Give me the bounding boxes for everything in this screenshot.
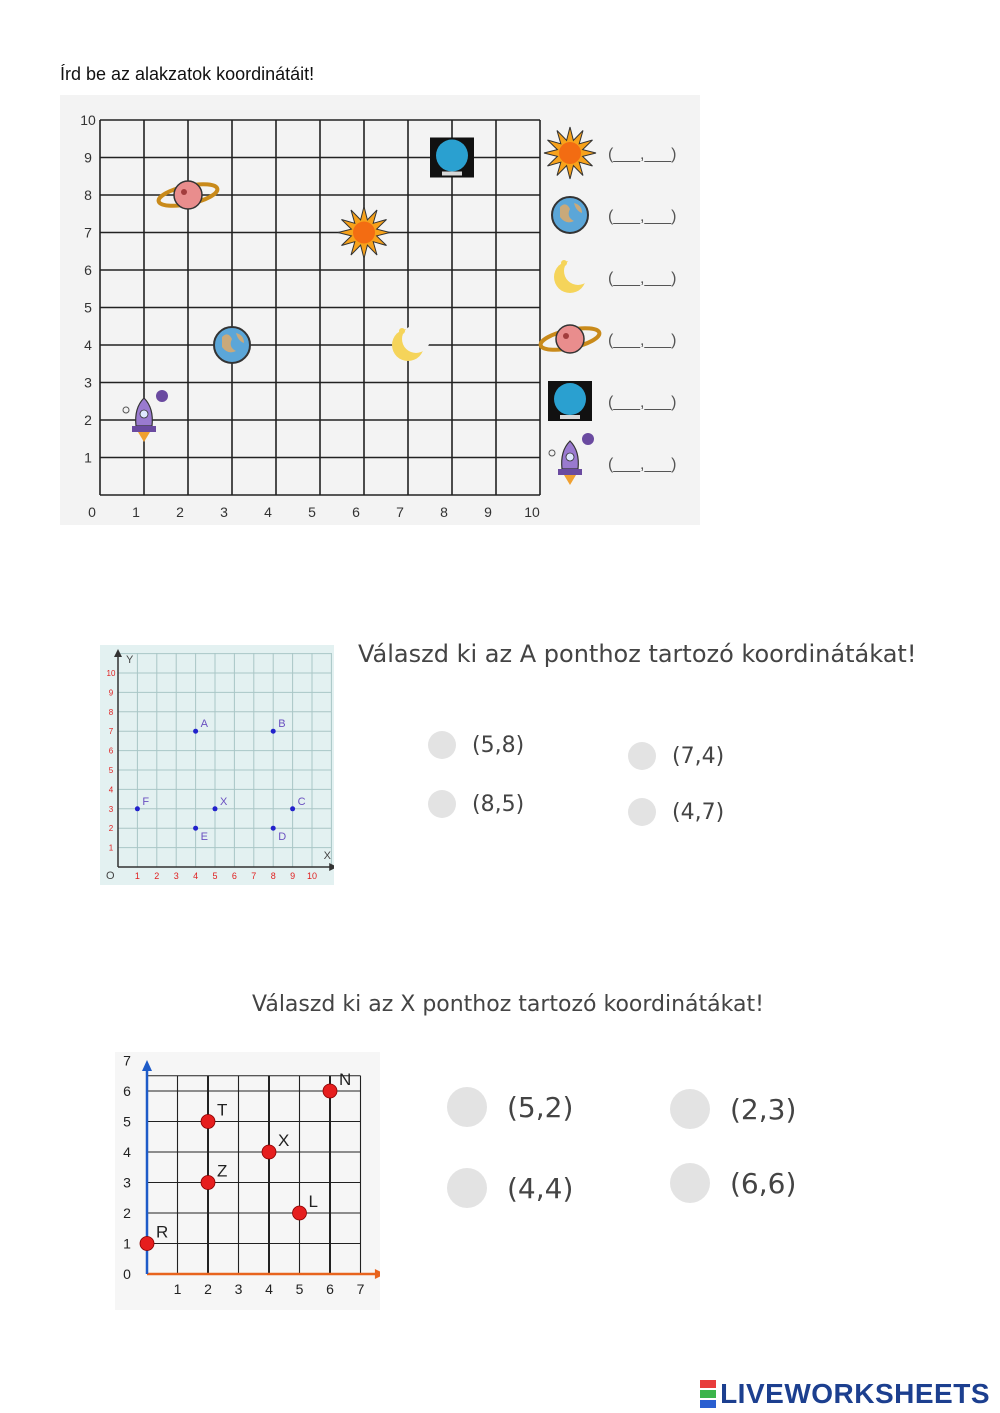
point-label: N <box>339 1070 352 1089</box>
point-label: X <box>220 795 228 808</box>
point-n <box>323 1084 337 1098</box>
x-tick-label: 3 <box>220 504 228 520</box>
point-f <box>135 806 140 811</box>
y-tick-label: 7 <box>84 224 92 241</box>
option-label: (7,4) <box>672 743 725 769</box>
q1-option-3[interactable] <box>628 742 724 770</box>
question-2-title: Válaszd ki az X ponthoz tartozó koordinátákat! <box>252 992 764 1017</box>
earth-icon <box>552 197 588 233</box>
answer-placeholder: (___,___) <box>608 394 677 411</box>
x-tick-label: 1 <box>132 504 140 520</box>
y-tick-label: 10 <box>106 669 116 678</box>
tablet-earth-icon <box>548 381 592 421</box>
x-tick-label: 10 <box>306 871 318 881</box>
x-axis-label: X <box>323 850 331 862</box>
y-tick-label: 9 <box>108 688 114 698</box>
y-tick-label: 3 <box>123 1174 131 1191</box>
radio-icon[interactable] <box>447 1087 487 1127</box>
x-tick-label: 2 <box>176 504 184 520</box>
earth-icon <box>214 327 250 363</box>
point-label: E <box>200 831 208 844</box>
option-label: (2,3) <box>730 1092 797 1126</box>
radio-icon[interactable] <box>670 1089 710 1129</box>
q2-chart <box>115 1052 380 1310</box>
x-tick-label: 3 <box>234 1281 243 1297</box>
point-label: D <box>278 831 287 844</box>
radio-icon[interactable] <box>428 790 456 818</box>
instruction-text: Írd be az alakzatok koordinátáit! <box>60 64 315 84</box>
point-t <box>201 1115 215 1129</box>
point-label: L <box>308 1192 318 1211</box>
point-label: T <box>217 1100 228 1120</box>
y-tick-label: 4 <box>123 1144 131 1160</box>
point-label: C <box>297 795 306 808</box>
x-tick-label: 10 <box>524 504 540 520</box>
x-tick-label: 9 <box>484 504 492 520</box>
option-label: (4,7) <box>672 799 725 825</box>
y-tick-label: 7 <box>108 727 114 737</box>
radio-icon[interactable] <box>628 798 656 826</box>
x-tick-label: 2 <box>204 1281 212 1297</box>
x-tick-label: 7 <box>396 504 404 520</box>
y-tick-label: 2 <box>108 824 114 834</box>
q1-option-2[interactable] <box>428 790 524 818</box>
point-label: F <box>142 795 150 808</box>
y-tick-label: 3 <box>108 804 114 814</box>
x-tick-label: 8 <box>270 871 276 881</box>
x-tick-label: 7 <box>356 1281 365 1297</box>
answer-placeholder: (___,___) <box>608 208 677 225</box>
option-label: (8,5) <box>472 791 525 817</box>
option-label: (4,4) <box>507 1171 574 1205</box>
origin-label: O <box>106 870 115 882</box>
y-tick-label: 1 <box>123 1235 131 1252</box>
x-tick-label: 4 <box>265 1281 273 1297</box>
option-label: (5,8) <box>472 732 525 758</box>
answer-placeholder: (___,___) <box>608 456 677 473</box>
q2-option-4[interactable] <box>670 1163 796 1203</box>
q1-option-1[interactable] <box>428 731 524 759</box>
answer-placeholder: (___,___) <box>608 332 677 349</box>
y-tick-label: 1 <box>84 449 92 466</box>
point-r <box>140 1237 154 1251</box>
q1-option-4[interactable] <box>628 798 724 826</box>
x-tick-label: 6 <box>326 1281 334 1297</box>
y-tick-label: 4 <box>108 785 114 795</box>
q1-chart <box>100 645 334 885</box>
y-tick-label: 2 <box>84 412 92 428</box>
x-tick-label: 2 <box>154 871 160 881</box>
option-label: (6,6) <box>730 1166 797 1200</box>
y-tick-label: 0 <box>123 1266 131 1282</box>
point-label: A <box>200 718 208 731</box>
x-tick-label: 3 <box>173 871 179 881</box>
y-tick-label: 1 <box>108 843 114 853</box>
brand-logo <box>700 1378 990 1410</box>
question-1-title: Válaszd ki az A ponthoz tartozó koordinátákat! <box>358 640 917 668</box>
y-tick-label: 5 <box>84 299 92 316</box>
option-label: (5,2) <box>507 1090 574 1124</box>
point-c <box>290 806 295 811</box>
x-tick-label: 1 <box>134 871 140 881</box>
y-tick-label: 6 <box>84 262 92 278</box>
radio-icon[interactable] <box>447 1168 487 1208</box>
x-tick-label: 5 <box>212 871 218 881</box>
x-tick-label: 8 <box>440 504 448 520</box>
point-x <box>213 806 218 811</box>
point-z <box>201 1176 215 1190</box>
brand-text: LIVEWORKSHEETS <box>720 1378 990 1409</box>
point-a <box>193 729 198 734</box>
radio-icon[interactable] <box>628 742 656 770</box>
x-tick-label: 5 <box>295 1281 304 1297</box>
liveworksheets-icon <box>700 1380 716 1408</box>
point-b <box>271 729 276 734</box>
point-d <box>271 826 276 831</box>
x-tick-label: 6 <box>352 504 360 520</box>
y-tick-label: 8 <box>108 707 114 717</box>
y-tick-label: 4 <box>84 337 92 353</box>
point-x <box>262 1145 276 1159</box>
y-tick-label: 7 <box>123 1052 131 1069</box>
y-axis-label: Y <box>126 654 134 666</box>
x-tick-label: 5 <box>308 504 316 520</box>
y-tick-label: 5 <box>108 766 114 775</box>
point-label: R <box>156 1222 169 1242</box>
y-tick-label: 6 <box>108 746 114 756</box>
point-e <box>193 826 198 831</box>
point-label: Z <box>217 1161 228 1181</box>
q2-option-2[interactable] <box>447 1168 573 1208</box>
answer-placeholder: (___,___) <box>608 146 677 163</box>
radio-icon[interactable] <box>670 1163 710 1203</box>
space-grid <box>60 95 700 525</box>
point-l <box>293 1206 307 1220</box>
y-tick-label: 9 <box>84 149 92 166</box>
x-tick-label: 4 <box>264 504 272 520</box>
x-tick-label: 9 <box>290 871 296 881</box>
point-label: B <box>278 718 286 731</box>
x-tick-label: 1 <box>173 1281 182 1297</box>
q2-option-3[interactable] <box>670 1089 796 1129</box>
radio-icon[interactable] <box>428 731 456 759</box>
point-label: X <box>278 1131 290 1150</box>
y-tick-label: 3 <box>84 374 92 391</box>
x-tick-label: 7 <box>251 871 257 881</box>
q2-option-1[interactable] <box>447 1087 573 1127</box>
tablet-earth-icon <box>430 138 474 178</box>
y-tick-label: 8 <box>84 187 92 203</box>
y-tick-label: 10 <box>80 112 96 128</box>
y-tick-label: 2 <box>123 1205 131 1221</box>
answer-placeholder: (___,___) <box>608 270 677 287</box>
x-tick-label: 4 <box>193 871 199 881</box>
y-tick-label: 5 <box>123 1113 131 1130</box>
x-tick-label: 0 <box>88 504 96 520</box>
y-tick-label: 6 <box>123 1083 131 1099</box>
x-tick-label: 6 <box>231 871 237 881</box>
